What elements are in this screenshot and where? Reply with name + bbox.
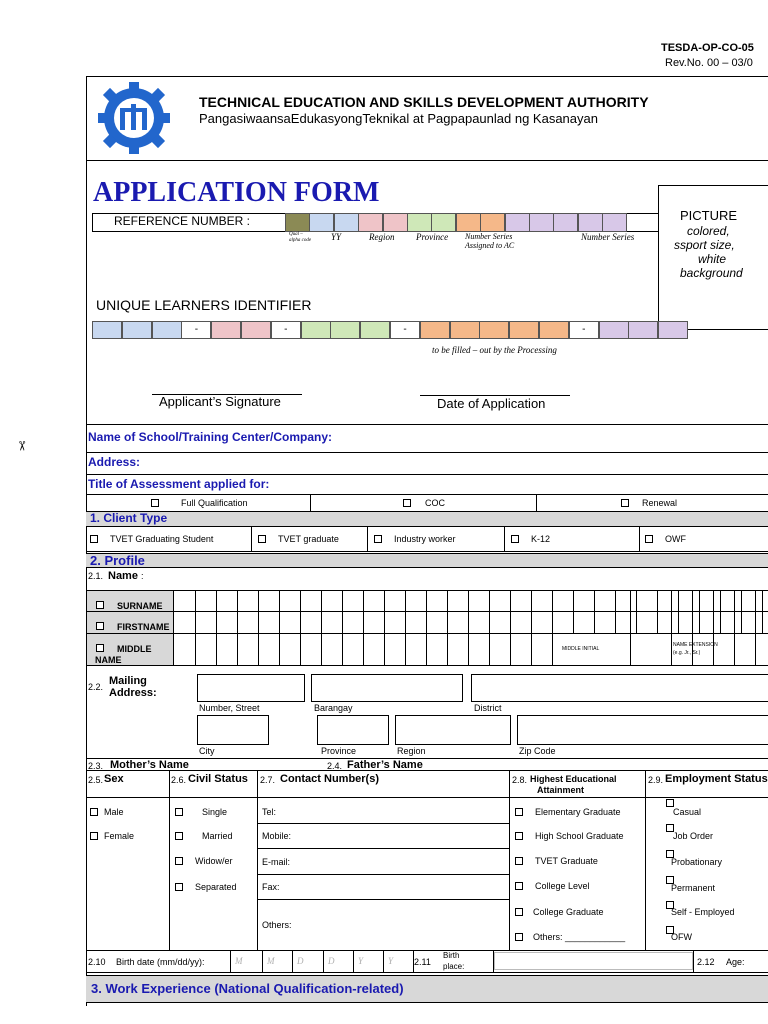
uli-cell[interactable] <box>479 321 509 339</box>
uli-cell[interactable] <box>241 321 271 339</box>
name-grid <box>86 590 768 666</box>
scissors-icon: ✂ <box>14 440 30 452</box>
birth-bottom-line <box>86 972 768 973</box>
name-grid-col-line <box>531 590 532 666</box>
separated-checkbox[interactable] <box>175 883 183 891</box>
tvet-graduate-edu-label: TVET Graduate <box>535 856 598 866</box>
birthplace-label-1: Birth <box>443 951 460 960</box>
sex-label: Sex <box>104 773 124 785</box>
contact-label: Contact Number(s) <box>280 773 380 785</box>
uli-dash-cell: - <box>569 321 599 339</box>
name-grid-col-line <box>279 590 280 666</box>
uli-cell[interactable] <box>539 321 569 339</box>
male-checkbox[interactable] <box>90 808 98 816</box>
ref-label-qual: Qual – alpha code <box>289 232 312 243</box>
uli-label: UNIQUE LEARNERS IDENTIFIER <box>96 297 312 313</box>
reference-number-cell[interactable] <box>431 213 456 232</box>
college-graduate-label: College Graduate <box>533 907 604 917</box>
education-number: 2.8. <box>512 775 528 785</box>
tvet-graduating-label: TVET Graduating Student <box>110 534 214 544</box>
revision-number: Rev.No. 00 – 03/0 <box>665 57 753 69</box>
details-header-line <box>86 797 768 798</box>
section-profile-title: 2. Profile <box>90 553 145 568</box>
birth-date-number: 2.10 <box>88 957 106 967</box>
school-label: Name of School/Training Center/Company: <box>88 430 333 444</box>
reference-number-cell[interactable] <box>529 213 554 232</box>
surname-checkbox[interactable] <box>96 601 104 609</box>
section-client-type-title: 1. Client Type <box>90 511 168 525</box>
name-grid-col-line <box>734 590 735 666</box>
reference-number-cell[interactable] <box>383 213 408 232</box>
address-top-line <box>86 452 768 453</box>
section-client-type-bar <box>86 511 768 527</box>
employment-number: 2.9. <box>648 775 664 785</box>
document-code: TESDA-OP-CO-05 <box>661 42 754 54</box>
birth-top-line <box>86 950 768 951</box>
name-grid-col-line <box>630 590 631 666</box>
age-divider <box>693 950 694 972</box>
birth-date-label: Birth date (mm/dd/yy): <box>116 957 205 967</box>
name-grid-col-line <box>720 590 721 633</box>
agency-name-filipino: PangasiwaansaEdukasyongTeknikal at Pagpapaunlad ng Kasanayan <box>199 111 598 126</box>
birth-date-cell[interactable]: M <box>267 956 275 966</box>
name-grid-col-line <box>699 590 700 633</box>
contact-number: 2.7. <box>260 775 276 785</box>
province-label: Province <box>321 746 357 756</box>
name-grid-col-line <box>258 590 259 666</box>
name-extension-label: NAME EXTENSION <box>673 642 718 648</box>
name-grid-row-line <box>86 611 768 612</box>
full-qualification-checkbox[interactable] <box>151 499 159 507</box>
number-street-field[interactable] <box>197 674 305 702</box>
female-label: Female <box>104 831 135 841</box>
married-checkbox[interactable] <box>175 832 183 840</box>
self-employed-label: Self - Employed <box>671 907 735 917</box>
ref-label-number-series: Number Series <box>581 232 635 242</box>
name-grid-col-line <box>195 590 196 666</box>
ref-label-province: Province <box>416 232 449 242</box>
ofw-label: OFW <box>671 932 692 942</box>
reference-number-label: REFERENCE NUMBER : <box>114 214 251 228</box>
reference-number-cell[interactable] <box>309 213 334 232</box>
high-school-checkbox[interactable] <box>515 832 523 840</box>
zip-code-label: Zip Code <box>519 746 556 756</box>
name-grid-col-line <box>671 590 672 666</box>
tel-label: Tel: <box>262 807 277 817</box>
top-border <box>86 76 768 77</box>
contact-line-3 <box>257 874 509 875</box>
picture-note-1: colored, <box>687 224 730 238</box>
age-label: Age: <box>726 957 745 967</box>
details-divider-4 <box>645 770 646 950</box>
middlename-checkbox[interactable] <box>96 644 104 652</box>
birth-date-divider <box>353 950 354 972</box>
name-grid-col-line <box>321 590 322 666</box>
owf-checkbox[interactable] <box>645 535 653 543</box>
uli-cell[interactable] <box>92 321 122 339</box>
birth-date-cell[interactable]: M <box>235 956 243 966</box>
name-grid-col-line <box>552 590 553 633</box>
mailing-number: 2.2. <box>88 682 104 692</box>
parents-bottom-line <box>86 770 768 771</box>
name-grid-col-line <box>594 590 595 633</box>
number-street-label: Number, Street <box>199 703 260 713</box>
reference-number-cell[interactable] <box>505 213 530 232</box>
birth-date-divider <box>383 950 384 972</box>
renewal-checkbox[interactable] <box>621 499 629 507</box>
others-contact-label: Others: <box>262 920 292 930</box>
name-grid-col-line <box>363 590 364 666</box>
probationary-label: Probationary <box>671 857 723 867</box>
industry-worker-label: Industry worker <box>394 534 456 544</box>
details-divider-2 <box>257 770 258 950</box>
education-label-2: Attainment <box>537 785 584 795</box>
separated-label: Separated <box>195 882 237 892</box>
ref-label-region: Region <box>369 232 395 242</box>
date-of-application-label: Date of Application <box>437 396 546 411</box>
assessment-top-line <box>86 474 768 475</box>
name-grid-col-line <box>510 590 511 666</box>
name-grid-col-line <box>573 590 574 633</box>
elementary-checkbox[interactable] <box>515 808 523 816</box>
name-grid-col-line <box>426 590 427 666</box>
district-label: District <box>474 703 502 713</box>
sex-number: 2.5. <box>88 775 104 785</box>
picture-note-2: ssport size, <box>674 238 735 252</box>
employment-label: Employment Status <box>665 773 768 785</box>
father-name-label: Father’s Name <box>347 759 423 771</box>
birthplace-number: 2.11 <box>414 957 431 967</box>
k12-checkbox[interactable] <box>511 535 519 543</box>
birthplace-field[interactable] <box>494 952 693 970</box>
uli-cell[interactable] <box>658 321 688 339</box>
tesda-logo-icon <box>93 80 175 156</box>
tvet-graduate-edu-checkbox[interactable] <box>515 857 523 865</box>
school-top-line <box>86 424 768 425</box>
reference-number-cell[interactable] <box>285 213 310 232</box>
industry-worker-checkbox[interactable] <box>374 535 382 543</box>
assessment-divider-2 <box>536 494 537 511</box>
province-field[interactable] <box>317 715 389 745</box>
uli-cell[interactable] <box>211 321 241 339</box>
tvet-graduate-label: TVET graduate <box>278 534 339 544</box>
assessment-divider-1 <box>310 494 311 511</box>
civil-number: 2.6. <box>171 775 187 785</box>
mobile-label: Mobile: <box>262 831 292 841</box>
assessment-label: Title of Assessment applied for: <box>88 477 270 491</box>
civil-status-label: Civil Status <box>188 773 248 785</box>
mailing-label-1: Mailing <box>109 675 147 687</box>
birthplace-label-2: place: <box>443 962 465 971</box>
owf-label: OWF <box>665 534 686 544</box>
male-label: Male <box>104 807 124 817</box>
uli-dash-cell: - <box>271 321 301 339</box>
full-qualification-label: Full Qualification <box>181 498 248 508</box>
college-level-checkbox[interactable] <box>515 882 523 890</box>
contact-line-4 <box>257 899 509 900</box>
client-divider-4 <box>639 527 640 551</box>
city-field[interactable] <box>197 715 269 745</box>
reference-number-cell[interactable] <box>407 213 432 232</box>
fax-label: Fax: <box>262 882 280 892</box>
details-divider-3 <box>509 770 510 950</box>
coc-checkbox[interactable] <box>403 499 411 507</box>
picture-note-4: background <box>680 266 743 280</box>
uli-cell[interactable] <box>330 321 360 339</box>
uli-cell[interactable] <box>628 321 658 339</box>
name-extension-example: (e.g. Jr., Sr.) <box>673 650 701 656</box>
widower-label: Widow/er <box>195 856 233 866</box>
district-field[interactable] <box>471 674 768 702</box>
picture-note-3: white <box>698 252 727 266</box>
birth-date-divider <box>323 950 324 972</box>
client-type-bottom-line <box>86 551 768 552</box>
middle-initial-label: MIDDLE INITIAL <box>562 646 600 652</box>
left-border <box>86 76 87 1006</box>
reference-number-cell[interactable] <box>334 213 359 232</box>
client-divider-1 <box>251 527 252 551</box>
age-number: 2.12 <box>697 957 715 967</box>
firstname-checkbox[interactable] <box>96 622 104 630</box>
uli-dash-cell: - <box>181 321 211 339</box>
name-label: Name <box>108 570 138 582</box>
renewal-label: Renewal <box>642 498 678 508</box>
uli-dash-cell: - <box>390 321 420 339</box>
reference-number-cell[interactable] <box>602 213 627 232</box>
birth-date-cell[interactable]: D <box>328 956 335 966</box>
picture-label: PICTURE <box>680 208 738 223</box>
education-label-1: Highest Educational <box>530 774 617 784</box>
name-grid-col-line <box>237 590 238 666</box>
mother-number: 2.3. <box>88 761 104 771</box>
processing-note: to be filled – out by the Processing <box>432 345 557 355</box>
reference-number-cell[interactable] <box>553 213 578 232</box>
casual-checkbox[interactable] <box>666 799 674 807</box>
name-colon: : <box>141 571 144 581</box>
uli-cell[interactable] <box>360 321 390 339</box>
barangay-label: Barangay <box>314 703 353 713</box>
contact-line-2 <box>257 848 509 849</box>
form-title: APPLICATION FORM <box>93 177 380 208</box>
mother-name-label: Mother’s Name <box>110 759 189 771</box>
name-grid-col-line <box>489 590 490 666</box>
reference-number-cell[interactable] <box>358 213 383 232</box>
single-checkbox[interactable] <box>175 808 183 816</box>
name-grid-col-line <box>468 590 469 666</box>
uli-cell[interactable] <box>599 321 629 339</box>
details-divider-1 <box>169 770 170 950</box>
firstname-label: FIRSTNAME <box>117 622 170 632</box>
name-grid-col-line <box>657 590 658 633</box>
widower-checkbox[interactable] <box>175 857 183 865</box>
city-label: City <box>199 746 215 756</box>
name-grid-col-line <box>713 590 714 666</box>
region-field[interactable] <box>395 715 511 745</box>
uli-cell[interactable] <box>122 321 152 339</box>
name-grid-col-line <box>342 590 343 666</box>
name-grid-col-line <box>173 590 174 666</box>
surname-label: SURNAME <box>117 601 163 611</box>
uli-cell[interactable] <box>509 321 539 339</box>
name-grid-col-line <box>447 590 448 666</box>
email-label: E-mail: <box>262 857 291 867</box>
job-order-label: Job Order <box>673 831 714 841</box>
others-education-checkbox[interactable] <box>515 933 523 941</box>
uli-cell[interactable] <box>420 321 450 339</box>
uli-cell[interactable] <box>450 321 480 339</box>
name-grid-col-line <box>755 590 756 666</box>
name-number: 2.1. <box>88 571 104 581</box>
permanent-label: Permanent <box>671 883 716 893</box>
k12-label: K-12 <box>531 534 551 544</box>
assessment-options-top-line <box>86 494 768 495</box>
name-grid-col-line <box>615 590 616 633</box>
father-number: 2.4. <box>327 761 343 771</box>
barangay-field[interactable] <box>311 674 463 702</box>
birth-date-divider <box>230 950 231 972</box>
zip-code-field[interactable] <box>517 715 768 745</box>
birth-date-divider <box>262 950 263 972</box>
tvet-graduating-checkbox[interactable] <box>90 535 98 543</box>
college-level-label: College Level <box>535 881 590 891</box>
ref-label-yy: YY <box>331 232 342 242</box>
name-grid-col-line <box>741 590 742 633</box>
client-divider-3 <box>504 527 505 551</box>
single-label: Single <box>202 807 228 817</box>
uli-cell[interactable] <box>301 321 331 339</box>
others-education-label: Others: ____________ <box>533 932 626 942</box>
tvet-graduate-checkbox[interactable] <box>258 535 266 543</box>
client-divider-2 <box>367 527 368 551</box>
uli-cell[interactable] <box>152 321 182 339</box>
mailing-label-2: Address: <box>109 687 157 699</box>
name-grid-col-line <box>636 590 637 633</box>
middlename-label-2: NAME <box>95 655 122 665</box>
reference-number-cell[interactable] <box>578 213 603 232</box>
birth-date-cell[interactable]: Y <box>388 956 394 966</box>
region-label: Region <box>397 746 426 756</box>
birth-date-cell[interactable]: Y <box>358 956 364 966</box>
name-grid-col-line <box>405 590 406 666</box>
birth-date-cell[interactable]: D <box>297 956 304 966</box>
address-label: Address: <box>88 455 141 469</box>
name-grid-col-line <box>762 590 763 633</box>
coc-label: COC <box>425 498 445 508</box>
header-divider <box>86 160 768 161</box>
signature-label: Applicant’s Signature <box>159 394 281 409</box>
name-grid-col-line <box>216 590 217 666</box>
female-checkbox[interactable] <box>90 832 98 840</box>
casual-label: Casual <box>673 807 702 817</box>
section-work-experience-title: 3. Work Experience (National Qualification-related) <box>91 981 404 996</box>
middlename-label-1: MIDDLE <box>117 644 152 654</box>
reference-number-cell[interactable] <box>456 213 481 232</box>
ref-label-number-series-ac: Number Series Assigned to AC <box>465 232 515 250</box>
married-label: Married <box>202 831 233 841</box>
reference-number-cell[interactable] <box>480 213 505 232</box>
name-grid-col-line <box>300 590 301 666</box>
name-grid-col-line <box>384 590 385 666</box>
birth-date-divider <box>292 950 293 972</box>
elementary-label: Elementary Graduate <box>535 807 621 817</box>
name-grid-row-line <box>86 633 768 634</box>
name-grid-col-line <box>678 590 679 633</box>
agency-name: TECHNICAL EDUCATION AND SKILLS DEVELOPMENT AUTHORITY <box>199 94 649 110</box>
section-profile-bar <box>86 553 768 568</box>
high-school-label: High School Graduate <box>535 831 624 841</box>
contact-line-1 <box>257 823 509 824</box>
college-graduate-checkbox[interactable] <box>515 908 523 916</box>
